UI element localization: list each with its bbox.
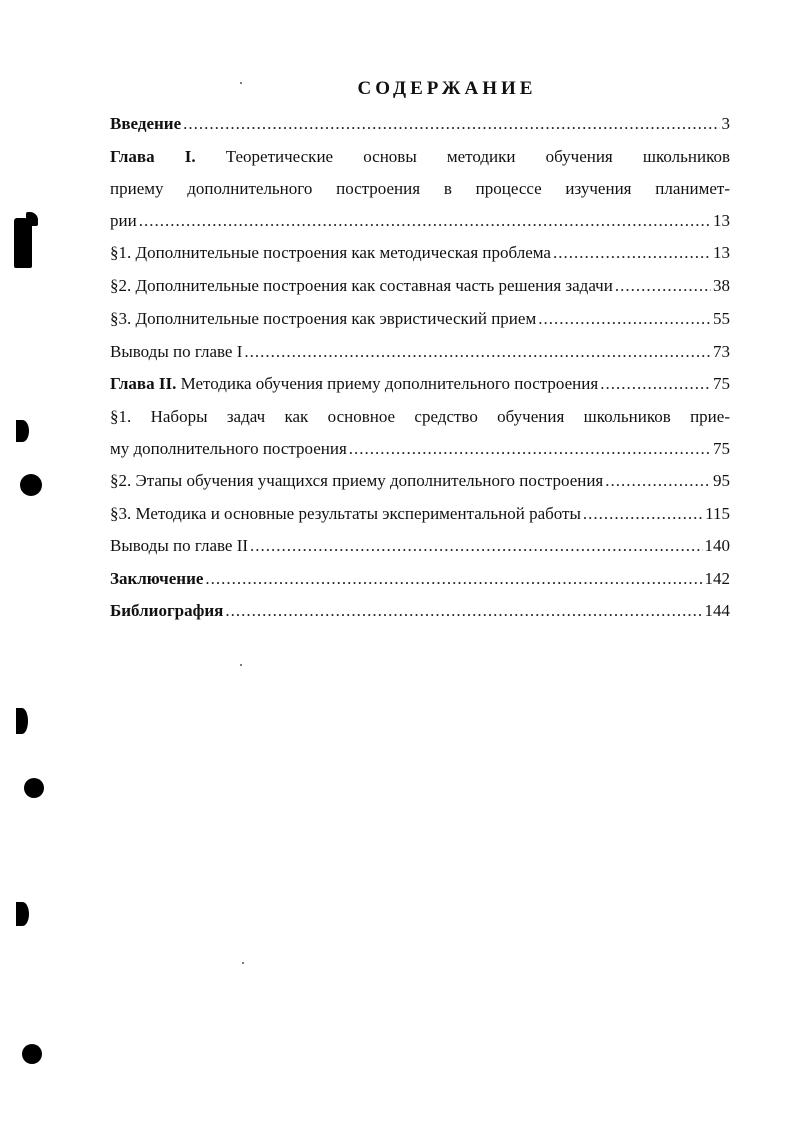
toc-page-number: 73 [713, 342, 730, 361]
toc-leader [615, 274, 711, 298]
toc-entry-text: §3. Методика и основные результаты экспериментальной работы [110, 504, 581, 523]
toc-leader [250, 534, 702, 558]
toc-entry-chapter-1-cont [110, 177, 730, 201]
toc-page-number: 13 [713, 211, 730, 230]
toc-entry-text: Выводы по главе II [110, 536, 249, 555]
chapter-label: Глава I. [110, 147, 196, 166]
toc-leader [183, 112, 719, 136]
toc-entry-text: §3. Дополнительные построения как эвристический прием [110, 309, 537, 328]
punch-hole-3 [16, 708, 28, 734]
toc-entry-text: Библиография [110, 601, 224, 620]
toc-page-number: 144 [704, 601, 730, 620]
toc-entry-section [110, 405, 730, 429]
toc-entry-bibliography [110, 599, 730, 623]
punch-hole-6 [22, 1044, 42, 1064]
toc-entry-section [110, 274, 730, 298]
toc-leader [225, 599, 702, 623]
toc-entry-text: му дополнительного построения [110, 439, 347, 458]
toc-page-number: 75 [713, 374, 730, 393]
speck [242, 962, 244, 964]
toc-entry-section [110, 241, 730, 265]
scan-mark-top-notch [26, 212, 38, 226]
toc-entry-text: приему дополнительного построения в процессе изучения планимет- [110, 179, 730, 198]
toc-page-number: 3 [721, 114, 730, 133]
toc-leader [139, 209, 711, 233]
toc-leader [605, 469, 711, 493]
toc-leader [205, 567, 702, 591]
punch-hole-5 [16, 902, 29, 926]
toc-page-number: 140 [704, 536, 730, 555]
speck [240, 664, 242, 666]
toc-page-number: 13 [713, 243, 730, 262]
toc-entry-section [110, 469, 730, 493]
toc-entry-text: рии [110, 211, 137, 230]
toc-entry-chapter-2 [110, 372, 730, 396]
toc-leader [600, 372, 711, 396]
toc-entry-section [110, 502, 730, 526]
toc-entry-text: Заключение [110, 569, 204, 588]
page-title: СОДЕРЖАНИЕ [357, 78, 537, 99]
toc-entry-section-cont [110, 437, 730, 461]
punch-hole-2 [20, 474, 42, 496]
toc-leader [583, 502, 703, 526]
toc-entry-text: §2. Этапы обучения учащихся приему дополнительного построения [110, 471, 604, 490]
toc-entry-conclusions-2 [110, 534, 730, 558]
toc-entry-conclusions-1 [110, 340, 730, 364]
toc-entry-introduction [110, 112, 730, 136]
toc-page-number: 75 [713, 439, 730, 458]
toc-entry-text: §1. Наборы задач как основное средство обучения школьников прие- [110, 407, 730, 426]
toc-page-number: 38 [713, 276, 730, 295]
toc-entry-text: Введение [110, 114, 182, 133]
toc-entry-chapter-1 [110, 145, 730, 169]
toc-leader [538, 307, 711, 331]
toc-page-number: 55 [713, 309, 730, 328]
toc-leader [553, 241, 711, 265]
chapter-label: Глава II. [110, 374, 177, 393]
toc-page-number: 95 [713, 471, 730, 490]
toc-page-number: 115 [705, 504, 730, 523]
toc-entry-conclusion [110, 567, 730, 591]
toc-leader [244, 340, 711, 364]
toc-page-number: 142 [704, 569, 730, 588]
toc-entry-text: §2. Дополнительные построения как составная часть решения задачи [110, 276, 613, 295]
toc-entry-text: §1. Дополнительные построения как методическая проблема [110, 243, 551, 262]
toc-entry-text: Теоретические основы методики обучения школьников [225, 147, 731, 166]
toc-leader [349, 437, 711, 461]
punch-hole-1 [16, 420, 29, 442]
toc-entry-chapter-1-end [110, 209, 730, 233]
toc-entry-text: Методика обучения приему дополнительного построения [180, 374, 599, 393]
toc-entry-text: Выводы по главе I [110, 342, 243, 361]
toc-entry-section [110, 307, 730, 331]
punch-hole-4 [24, 778, 44, 798]
